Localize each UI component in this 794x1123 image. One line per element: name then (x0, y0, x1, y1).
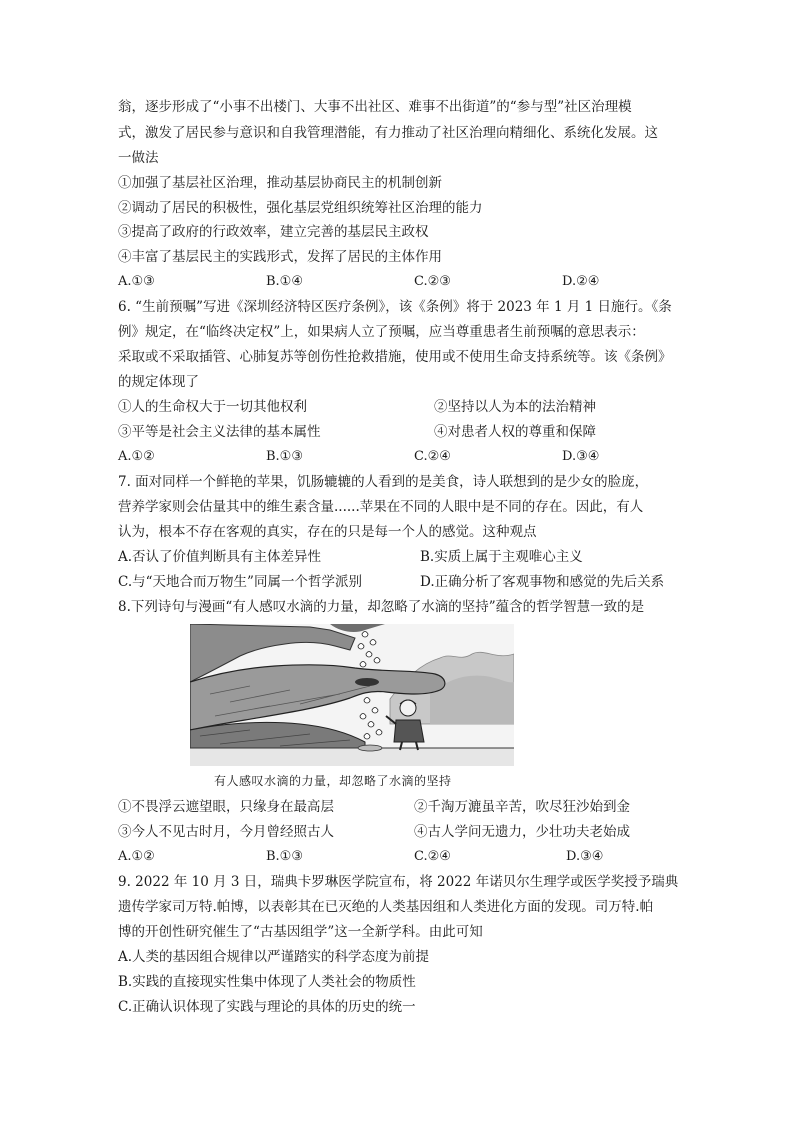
q6-item-2: ②坚持以人为本的法治精神 (434, 399, 596, 415)
q5-item-1: ①加强了基层社区治理，推动基层协商民主的机制创新 (118, 175, 442, 191)
q6-option-c: C.②④ (414, 449, 451, 464)
q8-option-c: C.②④ (414, 849, 451, 864)
q5-item-2: ②调动了居民的积极性，强化基层党组织统筹社区治理的能力 (118, 200, 483, 216)
q6-option-a: A.①② (118, 449, 155, 464)
q6-stem-line-1: 6. “生前预嘱”写进《深圳经济特区医疗条例》，该《条例》将于 2023 年 1 月 1 日施行。《条 (118, 299, 672, 315)
q5-stem-line-3: 一做法 (118, 150, 159, 166)
q6-stem-line-4: 的规定体现了 (118, 374, 199, 390)
q5-stem-line-2: 式，激发了居民参与意识和自我管理潜能，有力推动了社区治理向精细化、系统化发展。这 (118, 125, 658, 141)
q5-item-3: ③提高了政府的行政效率，建立完善的基层民主政权 (118, 224, 429, 240)
q8-item-3: ③今人不见古时月，今月曾经照古人 (118, 824, 334, 840)
q8-item-1: ①不畏浮云遮望眼，只缘身在最高层 (118, 799, 334, 815)
q6-item-1: ①人的生命权大于一切其他权利 (118, 399, 307, 415)
q7-stem-line-1: 7. 面对同样一个鲜艳的苹果，饥肠辘辘的人看到的是美食，诗人联想到的是少女的脸庞， (118, 474, 649, 490)
q7-stem-line-2: 营养学家则会估量其中的维生素含量......苹果在不同的人眼中是不同的存在。因此，有人 (118, 499, 644, 515)
q8-option-d: D.③④ (566, 849, 604, 864)
q8-item-2: ②千淘万漉虽辛苦，吹尽狂沙始到金 (414, 799, 630, 815)
q7-option-d: D.正确分析了客观事物和感觉的先后关系 (420, 574, 665, 590)
q7-stem-line-3: 认为，根本不存在客观的真实，存在的只是每一个人的感觉。这种观点 (118, 524, 537, 540)
q6-stem-line-3: 采取或不采取插管、心肺复苏等创伤性抢救措施，使用或不使用生命支持系统等。该《条例》 (118, 349, 672, 365)
q5-option-d: D.②④ (562, 274, 600, 289)
q8-option-a: A.①② (118, 849, 155, 864)
q5-option-c: C.②③ (414, 274, 451, 289)
q6-option-b: B.①③ (266, 449, 303, 464)
q9-option-a: A.人类的基因组合规律以严谨踏实的科学态度为前提 (118, 949, 430, 965)
q5-option-a: A.①③ (118, 274, 155, 289)
q8-stem: 8.下列诗句与漫画“有人感叹水滴的力量，却忽略了水滴的坚持”蕴含的哲学智慧一致的是 (118, 599, 645, 615)
cartoon-caption: 有人感叹水滴的力量，却忽略了水滴的坚持 (214, 774, 452, 788)
q9-stem-line-3: 博的开创性研究催生了“古基因组学”这一全新学科。由此可知 (118, 924, 483, 940)
q7-option-c: C.与“天地合而万物生”同属一个哲学派别 (118, 574, 362, 590)
water-drop-cartoon-image (190, 624, 514, 766)
q9-option-b: B.实践的直接现实性集中体现了人类社会的物质性 (118, 974, 416, 990)
q6-option-d: D.③④ (562, 449, 600, 464)
q9-stem-line-1: 9. 2022 年 10 月 3 日，瑞典卡罗琳医学院宣布，将 2022 年诺贝尔生理学或医学奖授予瑞典 (118, 874, 679, 890)
q5-item-4: ④丰富了基层民主的实践形式，发挥了居民的主体作用 (118, 249, 442, 265)
q7-option-a: A.否认了价值判断具有主体差异性 (118, 549, 322, 565)
q5-stem-line-1: 翁，逐步形成了“小事不出楼门、大事不出社区、难事不出街道”的“参与型”社区治理模 (118, 99, 632, 115)
q7-option-b: B.实质上属于主观唯心主义 (420, 549, 583, 565)
q6-item-3: ③平等是社会主义法律的基本属性 (118, 424, 321, 440)
q9-option-c: C.正确认识体现了实践与理论的具体的历史的统一 (118, 999, 416, 1015)
q8-item-4: ④古人学问无遗力，少壮功夫老始成 (414, 824, 630, 840)
q5-option-b: B.①④ (266, 274, 303, 289)
q8-option-b: B.①③ (266, 849, 303, 864)
q9-stem-line-2: 遗传学家司万特.帕博，以表彰其在已灭绝的人类基因组和人类进化方面的发现。司万特.帕 (118, 899, 654, 915)
q6-stem-line-2: 例》规定，在“临终决定权”上，如果病人立了预嘱，应当尊重患者生前预嘱的意思表示： (118, 324, 645, 340)
q6-item-4: ④对患者人权的尊重和保障 (434, 424, 596, 440)
